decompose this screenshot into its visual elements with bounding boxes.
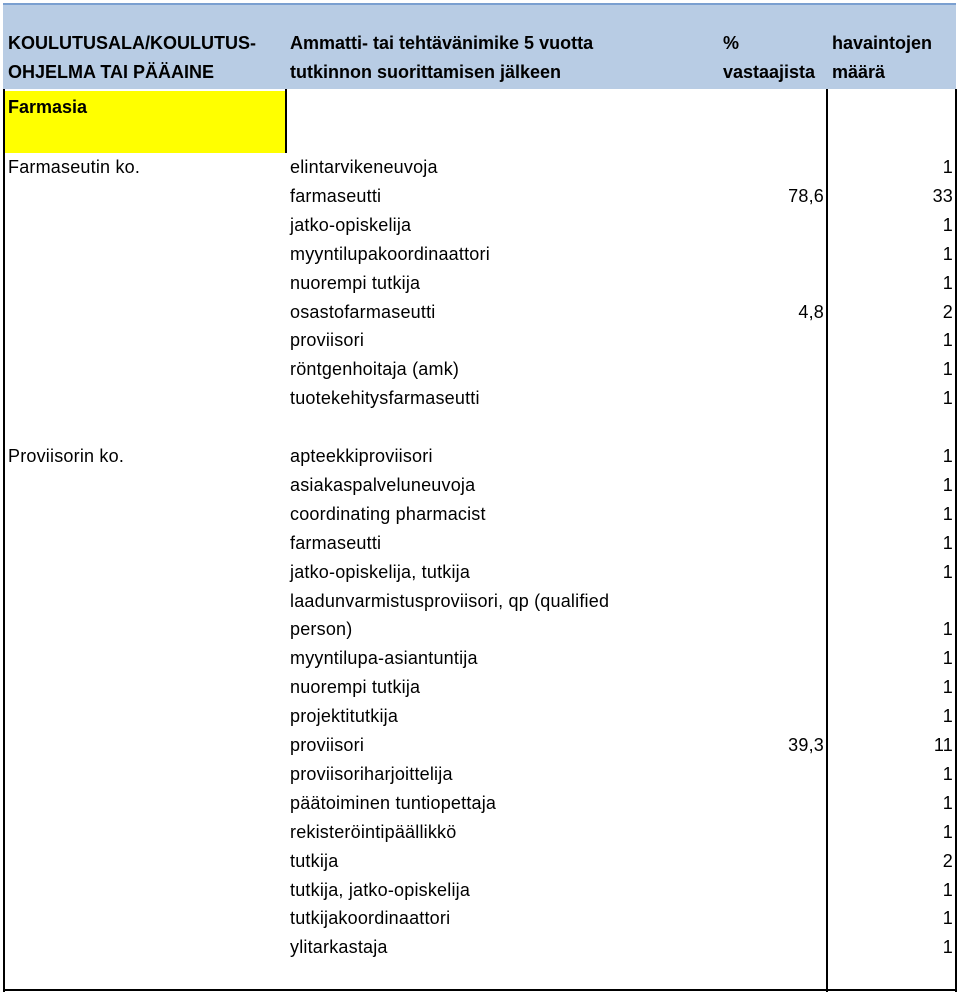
- row-count: 1: [942, 792, 953, 813]
- frame-left: [3, 89, 5, 992]
- row-count: 1: [942, 359, 953, 380]
- header-col-field: KOULUTUSALA/KOULUTUS-: [8, 33, 256, 53]
- row-title: proviisoriharjoittelija: [290, 763, 453, 784]
- row-count: 1: [942, 561, 953, 582]
- column-divider-1: [285, 89, 287, 153]
- header-col-count: havaintojen: [832, 33, 933, 53]
- row-title: projektitutkija: [290, 706, 399, 727]
- row-count: 1: [942, 619, 953, 640]
- row-count: 33: [932, 185, 953, 206]
- row-count: 1: [942, 272, 953, 293]
- row-title: farmaseutti: [290, 532, 382, 553]
- row-count: 1: [942, 648, 953, 669]
- row-count: 11: [933, 735, 953, 755]
- row-title: tutkija: [290, 850, 339, 871]
- row-title: ylitarkastaja: [290, 937, 388, 958]
- row-percent: 78,6: [788, 185, 824, 206]
- row-count: 1: [942, 677, 953, 698]
- row-count: 1: [942, 388, 953, 409]
- row-count: 2: [942, 301, 953, 322]
- header-col-field-2: OHJELMA TAI PÄÄAINE: [8, 62, 215, 82]
- row-count: 1: [942, 937, 953, 958]
- row-count: 1: [942, 214, 953, 235]
- row-title: tutkija, jatko-opiskelija: [290, 879, 471, 900]
- row-title: person): [290, 619, 353, 640]
- row-count: 1: [942, 446, 953, 466]
- row-count: 1: [942, 763, 953, 784]
- row-title: farmaseutti: [290, 185, 382, 206]
- row-title: coordinating pharmacist: [290, 503, 486, 524]
- row-count: 1: [942, 474, 953, 495]
- row-title: nuorempi tutkija: [290, 272, 421, 293]
- row-title: tuotekehitysfarmaseutti: [290, 388, 480, 409]
- row-count: 1: [942, 532, 953, 553]
- row-percent: 39,3: [788, 735, 824, 755]
- row-title: laadunvarmistusproviisori, qp (qualified: [290, 590, 610, 611]
- row-title: jatko-opiskelija, tutkija: [290, 561, 471, 582]
- row-title: tutkijakoordinaattori: [290, 908, 451, 929]
- row-title: elintarvikeneuvoja: [290, 157, 438, 177]
- row-title: proviisori: [290, 330, 365, 351]
- frame-right: [955, 89, 957, 992]
- header-col-title: Ammatti- tai tehtävänimike 5 vuotta: [290, 33, 594, 53]
- header-col-count-2: määrä: [832, 62, 886, 82]
- row-title: jatko-opiskelija: [290, 214, 412, 235]
- row-title: osastofarmaseutti: [290, 301, 436, 322]
- row-title: rekisteröintipäällikkö: [290, 821, 457, 842]
- header-col-percent: %: [723, 33, 740, 53]
- group-label: Proviisorin ko.: [8, 446, 125, 466]
- row-count: 1: [942, 243, 953, 264]
- header-col-title-2: tutkinnon suorittamisen jälkeen: [290, 62, 562, 82]
- row-title: apteekkiproviisori: [290, 446, 433, 466]
- row-count: 1: [942, 706, 953, 727]
- header-col-percent-2: vastaajista: [723, 62, 816, 82]
- row-title: asiakaspalveluneuvoja: [290, 474, 476, 495]
- row-count: 1: [942, 908, 953, 929]
- row-title: nuorempi tutkija: [290, 677, 421, 698]
- frame-bottom: [3, 989, 957, 991]
- row-title: myyntilupa-asiantuntija: [290, 648, 478, 669]
- column-divider-2: [826, 89, 828, 992]
- group-label: Farmaseutin ko.: [8, 157, 141, 177]
- row-percent: 4,8: [798, 301, 824, 322]
- section-title: Farmasia: [8, 97, 88, 117]
- row-count: 1: [942, 157, 953, 177]
- row-title: proviisori: [290, 735, 365, 755]
- row-count: 2: [942, 850, 953, 871]
- row-title: myyntilupakoordinaattori: [290, 243, 490, 264]
- row-title: röntgenhoitaja (amk): [290, 359, 460, 380]
- row-count: 1: [942, 330, 953, 351]
- row-count: 1: [942, 879, 953, 900]
- row-title: päätoiminen tuntiopettaja: [290, 792, 497, 813]
- row-count: 1: [942, 503, 953, 524]
- row-count: 1: [942, 821, 953, 842]
